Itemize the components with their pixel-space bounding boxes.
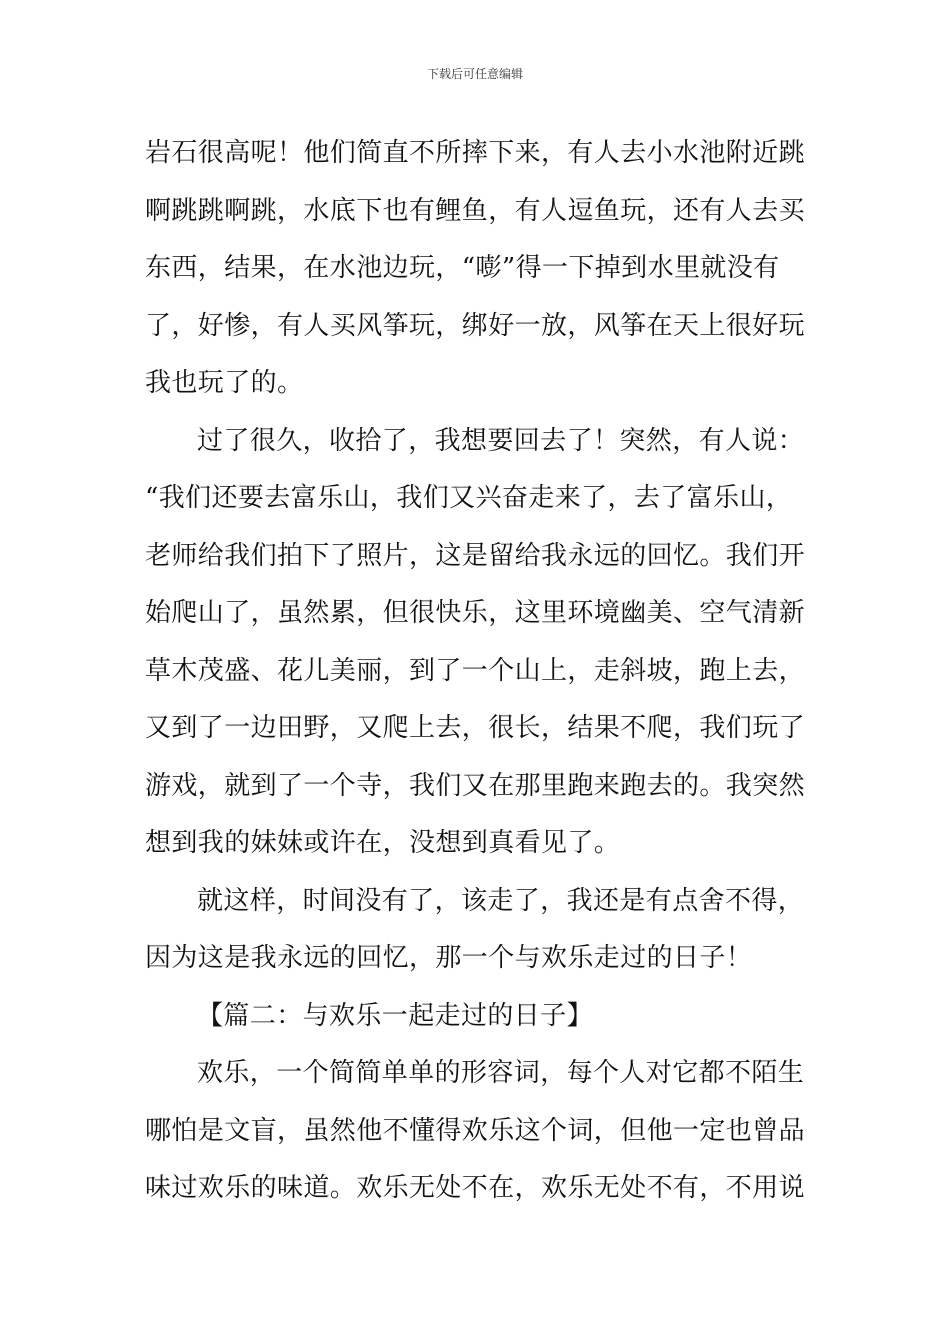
text-line: 又到了一边田野，又爬上去，很长，结果不爬，我们玩了 xyxy=(145,713,806,743)
text-line: 就这样，时间没有了，该走了，我还是有点舍不得， xyxy=(197,885,805,916)
text-line: 东西，结果，在水池边玩，“嘭”得一下掉到水里就没有 xyxy=(145,253,780,283)
text-line: 始爬山了，虽然累，但很快乐，这里环境幽美、空气清新 xyxy=(145,598,806,628)
text-line: “我们还要去富乐山，我们又兴奋走来了，去了富乐山， xyxy=(145,483,793,513)
text-line: 岩石很高呢！他们简直不所摔下来，有人去小水池附近跳 xyxy=(145,138,806,168)
document-body xyxy=(145,125,810,1218)
page-header: 下载后可任意编辑 xyxy=(426,67,523,81)
text-line: 欢乐，一个简简单单的形容词，每个人对它都不陌生 xyxy=(197,1058,805,1088)
text-line: 【篇二：与欢乐一起走过的日子】 xyxy=(197,1000,594,1031)
text-line: 过了很久，收拾了，我想要回去了！突然，有人说： xyxy=(197,425,805,456)
text-line: 哪怕是文盲，虽然他不懂得欢乐这个词，但他一定也曾品 xyxy=(145,1115,806,1146)
text-line: 游戏，就到了一个寺，我们又在那里跑来跑去的。我突然 xyxy=(145,770,806,801)
text-line: 味过欢乐的味道。欢乐无处不在，欢乐无处不有，不用说 xyxy=(145,1173,806,1203)
text-line: 我也玩了的。 xyxy=(145,368,304,398)
text-line: 想到我的妹妹或许在，没想到真看见了。 xyxy=(145,828,621,858)
text-line: 了，好惨，有人买风筝玩，绑好一放，风筝在天上很好玩 xyxy=(145,310,806,341)
text-line: 老师给我们拍下了照片，这是留给我永远的回忆。我们开 xyxy=(145,540,806,571)
text-line: 啊跳跳啊跳，水底下也有鲤鱼，有人逗鱼玩，还有人去买 xyxy=(145,195,806,226)
text-line: 草木茂盛、花儿美丽，到了一个山上，走斜坡，跑上去， xyxy=(145,655,806,686)
text-line: 因为这是我永远的回忆，那一个与欢乐走过的日子！ xyxy=(145,943,753,973)
